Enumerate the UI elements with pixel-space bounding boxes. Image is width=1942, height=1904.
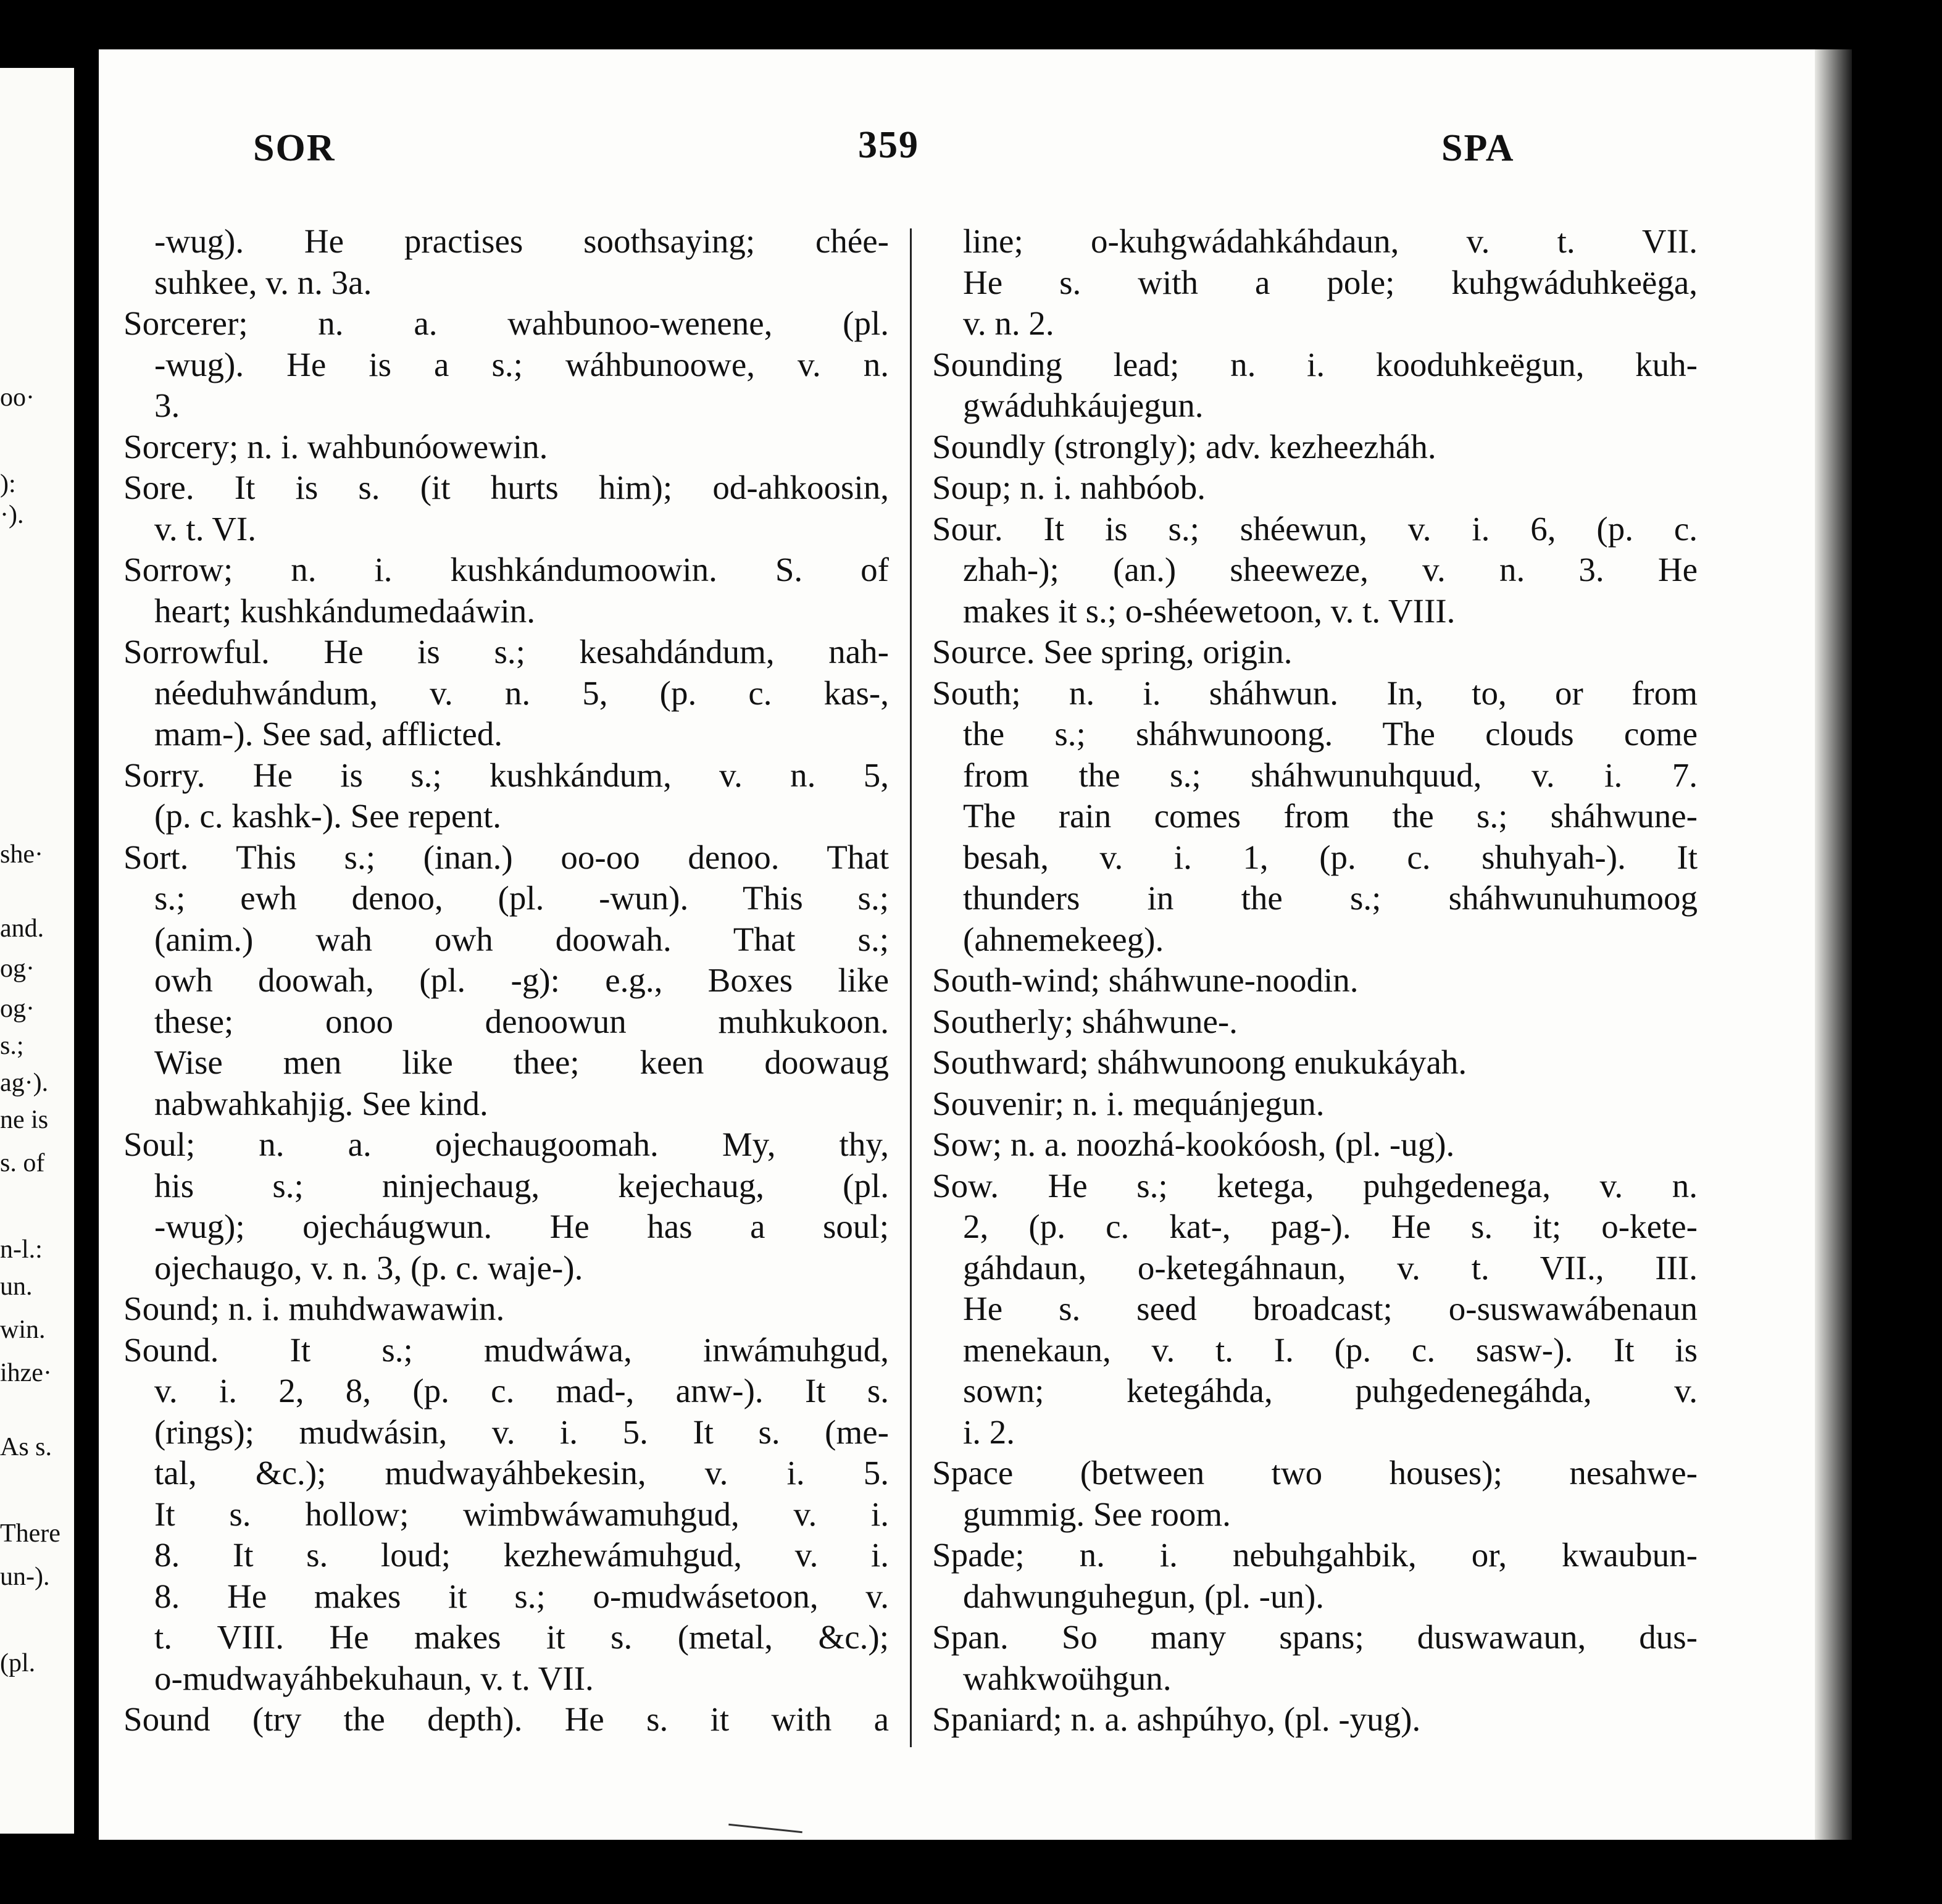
facing-page-fragment: og· <box>0 995 35 1023</box>
entry-continuation-line: from the s.; sháhwunuhquud, v. i. 7. <box>963 756 1698 794</box>
entry-continuation-line: Wise men like thee; keen doowaug <box>154 1043 889 1081</box>
entry-headword-line: Span. So many spans; duswawaun, dus- <box>932 1618 1698 1656</box>
entry-continuation-line: s.; ewh denoo, (pl. -wun). This s.; <box>154 879 889 917</box>
entry-headword-line: Soul; n. a. ojechaugoomah. My, thy, <box>123 1125 889 1163</box>
left-guide-word: SOR <box>253 127 336 169</box>
left-column <box>123 221 889 1740</box>
column-divider <box>910 228 912 1747</box>
entry-headword-line: Sounding lead; n. i. kooduhkeëgun, kuh- <box>932 345 1698 383</box>
entry-continuation-line: It s. hollow; wimbwáwamuhgud, v. i. <box>154 1495 889 1533</box>
entry-continuation-line: 2, (p. c. kat-, pag-). He s. it; o-kete- <box>963 1208 1698 1245</box>
facing-page-fragment: As s. <box>0 1433 52 1461</box>
entry-continuation-line: ojechaugo, v. n. 3, (p. c. waje-). <box>154 1248 583 1287</box>
facing-page-fragment: and. <box>0 914 44 943</box>
facing-page-fragment: ne is <box>0 1106 49 1134</box>
entry-headword-line: Sorcerer; n. a. wahbunoo-wenene, (pl. <box>123 304 889 342</box>
entry-continuation-line: thunders in the s.; sháhwunuhumoog <box>963 879 1698 917</box>
entry-continuation-line: tal, &c.); mudwayáhbekesin, v. i. 5. <box>154 1454 889 1492</box>
right-column <box>932 221 1698 1740</box>
facing-page-fragment: un-). <box>0 1563 50 1591</box>
entry-continuation-line: these; onoo denoowun muhkukoon. <box>154 1002 889 1040</box>
entry-headword-line: South-wind; sháhwune-noodin. <box>932 961 1359 999</box>
entry-continuation-line: The rain comes from the s.; sháhwune- <box>963 797 1698 835</box>
page-number: 359 <box>858 124 919 166</box>
entry-continuation-line: owh doowah, (pl. -g): e.g., Boxes like <box>154 961 889 999</box>
facing-page-edge <box>0 68 74 1834</box>
entry-continuation-line: v. n. 2. <box>963 304 1054 342</box>
entry-continuation-line: He s. seed broadcast; o-suswawábenaun <box>963 1290 1698 1327</box>
entry-continuation-line: mam-). See sad, afflicted. <box>154 715 503 753</box>
entry-continuation-line: v. i. 2, 8, (p. c. mad-, anw-). It s. <box>154 1372 889 1409</box>
facing-page-fragment: win. <box>0 1316 46 1344</box>
entry-headword-line: Sound (try the depth). He s. it with a <box>123 1700 889 1738</box>
facing-page-fragment: n-l.: <box>0 1235 43 1264</box>
facing-page-fragment: she· <box>0 840 43 869</box>
entry-headword-line: Soundly (strongly); adv. kezheezháh. <box>932 427 1436 466</box>
entry-continuation-line: his s.; ninjechaug, kejechaug, (pl. <box>154 1166 889 1205</box>
right-guide-word: SPA <box>1441 127 1515 169</box>
entry-headword-line: Sow; n. a. noozhá-kookóosh, (pl. -ug). <box>932 1125 1455 1163</box>
entry-continuation-line: suhkee, v. n. 3a. <box>154 263 372 301</box>
entry-continuation-line: 8. He makes it s.; o-mudwásetoon, v. <box>154 1577 889 1615</box>
entry-continuation-line: heart; kushkándumedaáwin. <box>154 591 536 630</box>
entry-continuation-line: -wug); ojecháugwun. He has a soul; <box>154 1208 889 1245</box>
facing-page-fragment: s. of <box>0 1149 45 1177</box>
entry-continuation-line: dahwunguhegun, (pl. -un). <box>963 1577 1325 1615</box>
entry-continuation-line: 8. It s. loud; kezhewámuhgud, v. i. <box>154 1536 889 1574</box>
entry-continuation-line: (p. c. kashk-). See repent. <box>154 797 502 835</box>
entry-continuation-line: the s.; sháhwunoong. The clouds come <box>963 715 1698 753</box>
entry-continuation-line: o-mudwayáhbekuhaun, v. t. VII. <box>154 1659 594 1697</box>
facing-page-fragment: un. <box>0 1272 33 1301</box>
entry-continuation-line: -wug). He practises soothsaying; chée- <box>154 222 889 260</box>
entry-headword-line: Soup; n. i. nahbóob. <box>932 469 1206 506</box>
page-gutter-shadow <box>1815 49 1852 1840</box>
facing-page-fragment: ): <box>0 470 16 498</box>
facing-page-fragment: There <box>0 1519 60 1548</box>
entry-continuation-line: (anim.) wah owh doowah. That s.; <box>154 920 889 958</box>
facing-page-fragment: (pl. <box>0 1649 36 1677</box>
entry-headword-line: Spaniard; n. a. ashpúhyo, (pl. -yug). <box>932 1700 1421 1738</box>
entry-continuation-line: besah, v. i. 1, (p. c. shuhyah-). It <box>963 838 1698 876</box>
entry-continuation-line: gáhdaun, o-ketegáhnaun, v. t. VII., III. <box>963 1248 1698 1287</box>
entry-headword-line: Sorrowful. He is s.; kesahdándum, nah- <box>123 633 889 670</box>
entry-headword-line: Southerly; sháhwune-. <box>932 1002 1238 1040</box>
entry-continuation-line: zhah-); (an.) sheeweze, v. n. 3. He <box>963 551 1698 588</box>
entry-headword-line: Sow. He s.; ketega, puhgedenega, v. n. <box>932 1166 1698 1205</box>
facing-page-fragment: og· <box>0 954 35 983</box>
entry-continuation-line: t. VIII. He makes it s. (metal, &c.); <box>154 1618 889 1656</box>
entry-headword-line: Space (between two houses); nesahwe- <box>932 1454 1698 1492</box>
entry-continuation-line: He s. with a pole; kuhgwáduhkeëga, <box>963 263 1698 301</box>
facing-page-fragment: ag·). <box>0 1069 49 1097</box>
entry-continuation-line: nabwahkahjig. See kind. <box>154 1084 488 1122</box>
facing-page-fragment: ihze· <box>0 1359 52 1387</box>
entry-headword-line: Sour. It is s.; shéewun, v. i. 6, (p. c. <box>932 509 1698 548</box>
entry-continuation-line: gwáduhkáujegun. <box>963 386 1204 424</box>
entry-headword-line: Southward; sháhwunoong enukukáyah. <box>932 1043 1467 1081</box>
entry-headword-line: Sorcery; n. i. wahbunóowewin. <box>123 427 548 466</box>
entry-continuation-line: v. t. VI. <box>154 509 256 548</box>
facing-page-fragment: oo· <box>0 383 35 412</box>
facing-page-fragment: s.; <box>0 1032 24 1060</box>
entry-headword-line: Sorry. He is s.; kushkándum, v. n. 5, <box>123 756 889 794</box>
entry-headword-line: Sore. It is s. (it hurts him); od-ahkoosin, <box>123 469 889 506</box>
entry-continuation-line: line; o-kuhgwádahkáhdaun, v. t. VII. <box>963 222 1698 260</box>
entry-continuation-line: -wug). He is a s.; wáhbunoowe, v. n. <box>154 345 889 383</box>
entry-continuation-line: makes it s.; o-shéewetoon, v. t. VIII. <box>963 591 1456 630</box>
facing-page-fragment: ·). <box>0 501 24 529</box>
entry-headword-line: Spade; n. i. nebuhgahbik, or, kwaubun- <box>932 1536 1698 1574</box>
entry-headword-line: Souvenir; n. i. mequánjegun. <box>932 1084 1325 1122</box>
entry-continuation-line: 3. <box>154 386 180 424</box>
entry-headword-line: Source. See spring, origin. <box>932 633 1293 670</box>
entry-headword-line: Sorrow; n. i. kushkándumoowin. S. of <box>123 551 889 588</box>
entry-headword-line: Sort. This s.; (inan.) oo-oo denoo. That <box>123 838 889 876</box>
entry-continuation-line: (rings); mudwásin, v. i. 5. It s. (me- <box>154 1413 889 1451</box>
entry-continuation-line: i. 2. <box>963 1413 1015 1451</box>
entry-continuation-line: néeduhwándum, v. n. 5, (p. c. kas-, <box>154 674 889 712</box>
entry-continuation-line: sown; ketegáhda, puhgedenegáhda, v. <box>963 1372 1698 1409</box>
entry-headword-line: Sound; n. i. muhdwawawin. <box>123 1290 505 1327</box>
entry-continuation-line: wahkwoühgun. <box>963 1659 1172 1697</box>
entry-continuation-line: gummig. See room. <box>963 1495 1231 1533</box>
entry-headword-line: South; n. i. sháhwun. In, to, or from <box>932 674 1698 712</box>
entry-continuation-line: (ahnemekeeg). <box>963 920 1164 958</box>
entry-continuation-line: menekaun, v. t. I. (p. c. sasw-). It is <box>963 1330 1698 1369</box>
entry-headword-line: Sound. It s.; mudwáwa, inwámuhgud, <box>123 1330 889 1369</box>
